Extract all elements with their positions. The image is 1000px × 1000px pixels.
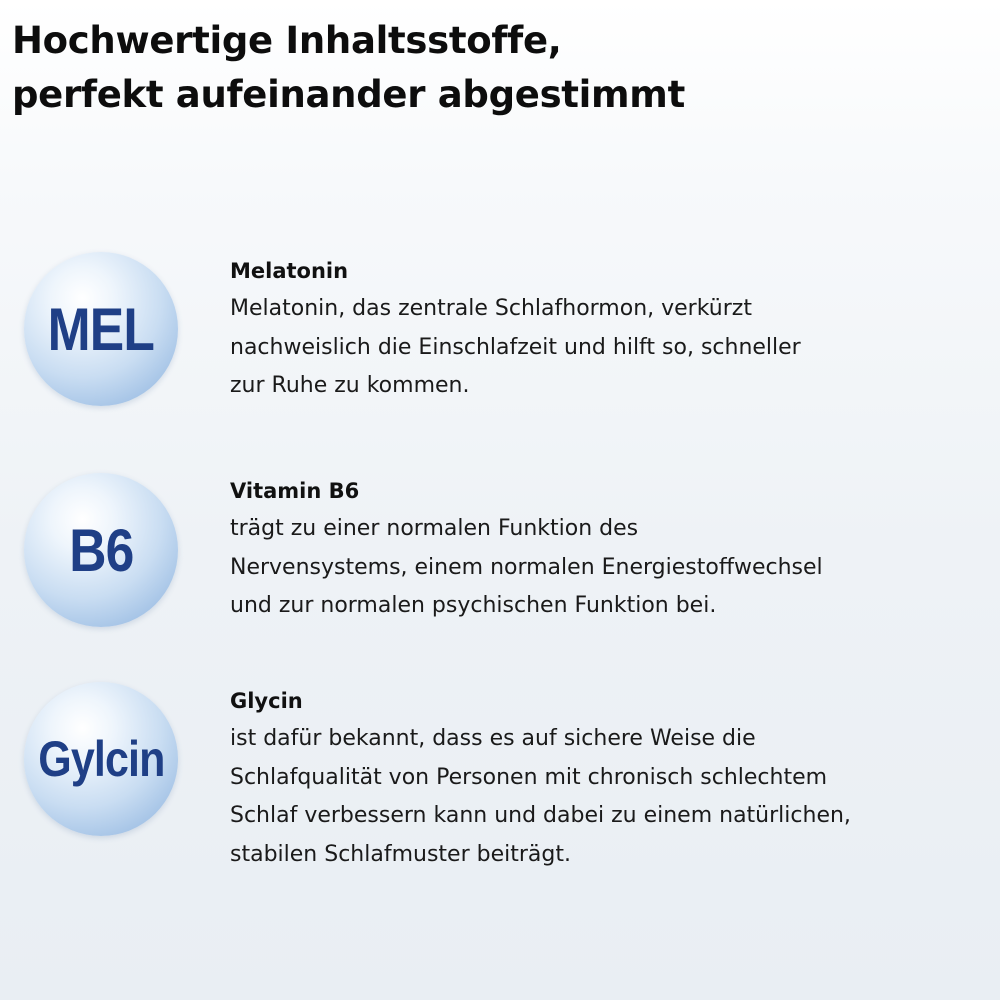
melatonin-badge-label: MEL bbox=[47, 295, 155, 363]
glycin-text bbox=[230, 682, 990, 874]
vitamin-b6-description-line: und zur normalen psychischen Funktion bei. bbox=[230, 593, 717, 618]
vitamin-b6-name: Vitamin B6 bbox=[230, 479, 360, 503]
headline bbox=[12, 14, 685, 122]
glycin-badge-label: Gylcin bbox=[37, 731, 165, 787]
vitamin-b6-description-line: trägt zu einer normalen Funktion des bbox=[230, 516, 639, 541]
glycin-description-line: Schlafqualität von Personen mit chronisch schlechtem bbox=[230, 764, 828, 790]
b6-badge-label: B6 bbox=[68, 516, 134, 584]
b6-badge bbox=[24, 473, 178, 627]
vitamin-b6-text bbox=[230, 472, 990, 626]
melatonin-description-line: Melatonin, das zentrale Schlafhormon, verkürzt bbox=[230, 296, 752, 321]
melatonin-name: Melatonin bbox=[230, 259, 349, 283]
headline-line-1: Hochwertige Inhaltsstoffe, bbox=[12, 19, 562, 62]
glycin-description-line: ist dafür bekannt, dass es auf sichere Weise die bbox=[230, 726, 756, 751]
vitamin-b6-description-line: Nervensystems, einem normalen Energiestoffwechsel bbox=[230, 554, 823, 580]
melatonin-description-line: zur Ruhe zu kommen. bbox=[230, 373, 470, 398]
glycin-description-line: Schlaf verbessern kann und dabei zu einem natürlichen, bbox=[230, 803, 851, 828]
glycin-description-line: stabilen Schlafmuster beiträgt. bbox=[230, 841, 571, 867]
melatonin-badge bbox=[24, 252, 178, 406]
melatonin-text bbox=[230, 252, 990, 406]
glycin-badge bbox=[24, 682, 178, 836]
headline-line-2: perfekt aufeinander abgestimmt bbox=[12, 73, 685, 116]
melatonin-description-line: nachweislich die Einschlafzeit und hilft so, schneller bbox=[230, 334, 801, 360]
glycin-name: Glycin bbox=[230, 689, 303, 713]
